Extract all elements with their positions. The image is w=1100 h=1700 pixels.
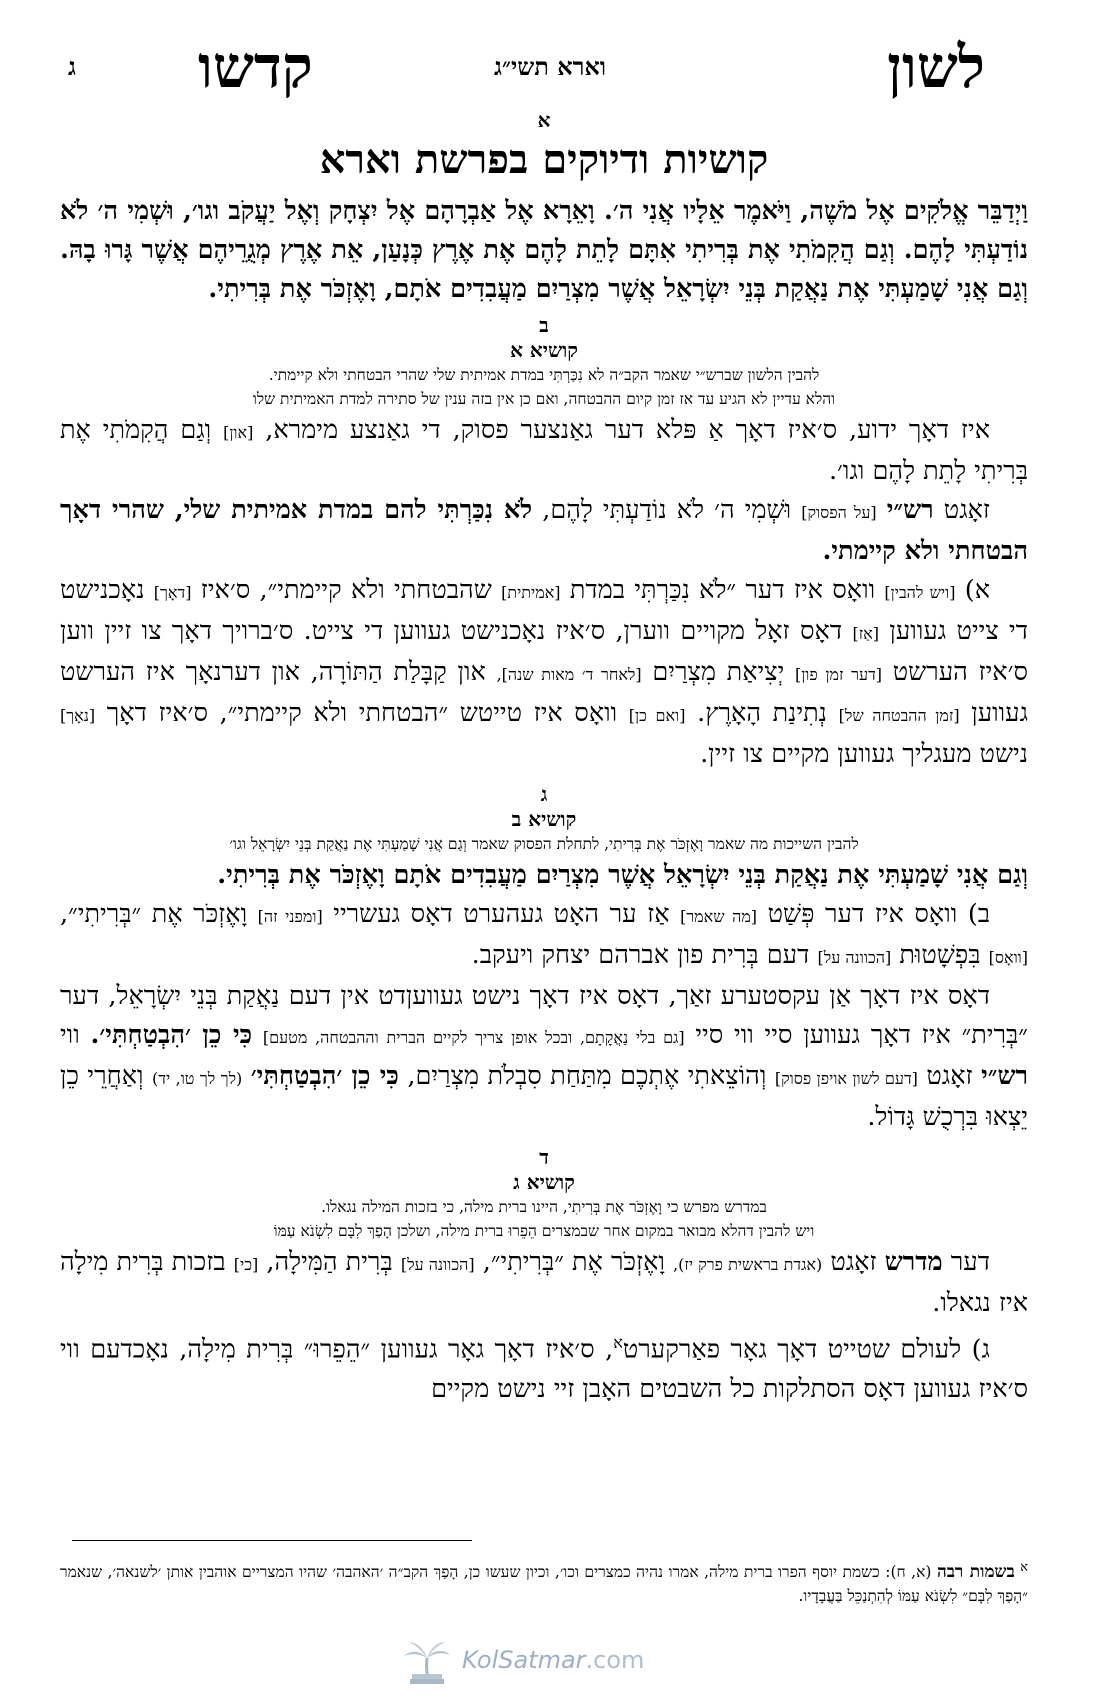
section-letter-a: א: [537, 108, 551, 132]
watermark-brand: KolSatmar: [462, 1646, 586, 1674]
footnote-marker: א: [1020, 1560, 1029, 1575]
footnote: [60, 1556, 1028, 1608]
header-title-right: לשון: [887, 33, 985, 101]
kushya-3-note-2: ויש להבין דהלא מבואר במקום אחר שבמצרים הֵפֵרוּ ברית מילה, ושלכן הָפַךְ לִבָּם לִשְׂנֹא עַמּוֹ: [273, 1222, 815, 1240]
footnote-source: בשמות רבה: [936, 1562, 1015, 1583]
footnote-ref[interactable]: א: [613, 1333, 623, 1352]
footnote-text: כשמת יוסף הפרו ברית מילה, אמרו נהיה כמצרים וכו׳, וכיון שעשו כן, הָפַךְ הקב״ה ׳האהבה׳ שהיו המצריים אוהבין אותן ׳לשנאה׳, שנאמר ״הָפַךְ לִבָּם״ לִשְׂנֹא עַמּוֹ לְהִתְנַכֵּל בַּעֲבָדָיו.: [60, 1563, 1028, 1606]
section-letter-b: ב: [539, 313, 549, 337]
palm-tree-books-icon: [400, 1636, 454, 1686]
paragraph-3: א) [ויש להבין] וואָס איז דער ״לֹא נִכַּרְתִּי במדת [אמיתית] שהבטחתי ולא קיימתי״, ס׳איז [דאָך] נאָכנישט די צייט געווען [אַז] דאָס זאָל מקויים ווערן, ס׳איז נאָכנישט געווען די צייט. ס׳ברויך דאָך צו זיין ווען ס׳איז הערשט [דער זמן פון] יְצִיאַת מִצְרַיִם [לאחר ד׳ מאות שנה], און קַבָּלַת הַתּוֹרָה, און דערנאָך איז הערשט געווען [זמן ההבטחה של] נְתִינַת הָאָרֶץ. [ואם כן] וואָס איז טייטש ״הבטחתי ולא קיימתי״, ס׳איז דאָך [נאָך] נישט מעגליך געווען מקיים צו זיין.: [60, 575, 1029, 769]
paragraph-1: איז דאָך ידוע, ס׳איז דאָך אַ פּלא דער גאַנצער פסוק, די גאַנצע מימרא, [און] וְגַם הֲקִמֹתִי אֶת בְּרִיתִי לָתֵת לָהֶם וגו׳.: [60, 415, 1028, 486]
page-number: ג: [68, 52, 76, 81]
page-title: קושיות ודיוקים בפרשת וארא: [319, 136, 769, 183]
footnote-divider: [72, 1540, 472, 1541]
section-letter-c: ג: [540, 782, 548, 806]
header-parsha: וארא תשי״ג: [493, 52, 607, 81]
kushya-2-note: להבין השייכות מה שאמר וָאֶזְכֹּר אֶת בְּרִיתִי, לתחלת הפסוק שאמר וְגַם אֲנִי שָׁמַעְתִּי אֶת נַאֲקַת בְּנֵי יִשְׂרָאֵל וגו׳: [229, 835, 859, 853]
paragraph-6: דער מדרש זאָגט (אגדת בראשית פרק יז), וָאֶזְכֹּר אֶת ״בְּרִיתִי״, [הכוונה על] בְּרִית הַמִּילָה, [כי] בזכות בְּרִית מִילָה איז נגאלו.: [60, 1247, 1028, 1318]
paragraph-2: זאָגט רש״י [על הפסוק] וּשְׁמִי ה׳ לֹא נוֹדַעְתִּי לָהֶם, לֹא נִכַּרְתִּי להם במדת אמיתית שלי, שהרי דאָך הבטחתי ולא קיימתי.: [60, 495, 1028, 566]
watermark: [400, 1636, 700, 1686]
kushya-2-verse: וְגַם אֲנִי שָׁמַעְתִּי אֶת נַאֲקַת בְּנֵי יִשְׂרָאֵל אֲשֶׁר מִצְרַיִם מַעֲבִדִים אֹתָם וָאֶזְכֹּר אֶת בְּרִיתִי.: [217, 860, 1028, 890]
section-letter-d: ד: [539, 1145, 549, 1169]
opening-verse: וַיְדַבֵּר אֱלֹקִים אֶל מֹשֶׁה, וַיֹּאמֶר אֵלָיו אֲנִי ה׳. וָאֵרָא אֶל אַבְרָהָם אֶל יִצְחָק וְאֶל יַעֲקֹב וגו׳, וּשְׁמִי ה׳ לֹא נוֹדַעְתִּי לָהֶם. וְגַם הֲקִמֹתִי אֶת בְּרִיתִי אִתָּם לָתֵת לָהֶם אֶת אֶרֶץ כְּנָעַן, אֵת אֶרֶץ מְגֻרֵיהֶם אֲשֶׁר גָּרוּ בָהּ. וְגַם אֲנִי שָׁמַעְתִּי אֶת נַאֲקַת בְּנֵי יִשְׂרָאֵל אֲשֶׁר מִצְרַיִם מַעֲבִדִים אֹתָם, וָאֶזְכֹּר אֶת בְּרִיתִי.: [60, 196, 1028, 304]
main-content: [60, 108, 1028, 1409]
watermark-suffix: .com: [585, 1646, 645, 1674]
paragraph-5: דאָס איז דאָך אַן עקסטערע זאַך, דאָס איז דאָך נישט געוועןדט אין דעם נַאֲקַת בְּנֵי יִשְׂרָאֵל, דער ״בְּרִית״ איז דאָך געווען סיי ווי סיי [גם בלי נַאֲקָתָם, ובכל אופן צריך לקיים הברית וההבטחה, מטעם] כִּי כֵן ׳הִבְטַחְתִּי׳. ווי רש״י זאָגט [דעם לשון אויפן פסוק] וְהוֹצֵאתִי אֶתְכֶם מִתַּחַת סִבְלֹת מִצְרַיִם, כִּי כֵן ׳הִבְטַחְתִּי׳ (לך לך טו, יד) וְאַחֲרֵי כֵן יֵצְאוּ בִּרְכֻשׁ גָּדוֹל.: [60, 981, 1029, 1132]
header-title-left: קדשו: [198, 33, 313, 101]
kushya-1-note-2: והלא עדיין לא הגיע עד אז זמן קיום ההבטחה, ואם כן אין בזה ענין של סתירה למדת האמיתית שלו: [252, 390, 836, 408]
footnote-ref-text: (א, ח):: [885, 1563, 932, 1582]
kushya-1-heading: קושיא א: [510, 338, 578, 362]
paragraph-4: ב) וואָס איז דער פְּשַׁט [מה שאמר] אַז ער האָט געהערט דאָס געשריי [ומפני זה] וָאֶזְכֹּר אֶת ״בְּרִיתִי״, [וואָס] בִּפְשָׁטוּת [הכוונה על] דעם בְּרִית פון אברהם יצחק ויעקב.: [60, 899, 1028, 970]
kushya-3-heading: קושיא ג: [513, 1170, 575, 1194]
paragraph-7: ג) לעולם שטייט דאָך גאָר פאַרקערט$^א$, ס׳איז דאָך גאָר געווען ״הֵפֵרוּ״ בְּרִית מִילָה, נאָכדעם ווי ס׳איז געווען דאָס הסתלקות כל השבטים האָבן זיי נישט מקיים: [60, 1333, 1028, 1404]
kushya-1-note-1: להבין הלשון שברש״י שאמר הקב״ה לא נִכַּרְתִּי במדת אמיתית שלי שהרי הבטחתי ולא קיימתי.: [268, 366, 820, 384]
kushya-3-note-1: במדרש מפרש כי וָאֶזְכֹּר אֶת בְּרִיתִי, היינו ברית מילה, כי בזכות המילה נגאלו.: [321, 1198, 767, 1216]
kushya-2-heading: קושיא ב: [511, 807, 577, 831]
